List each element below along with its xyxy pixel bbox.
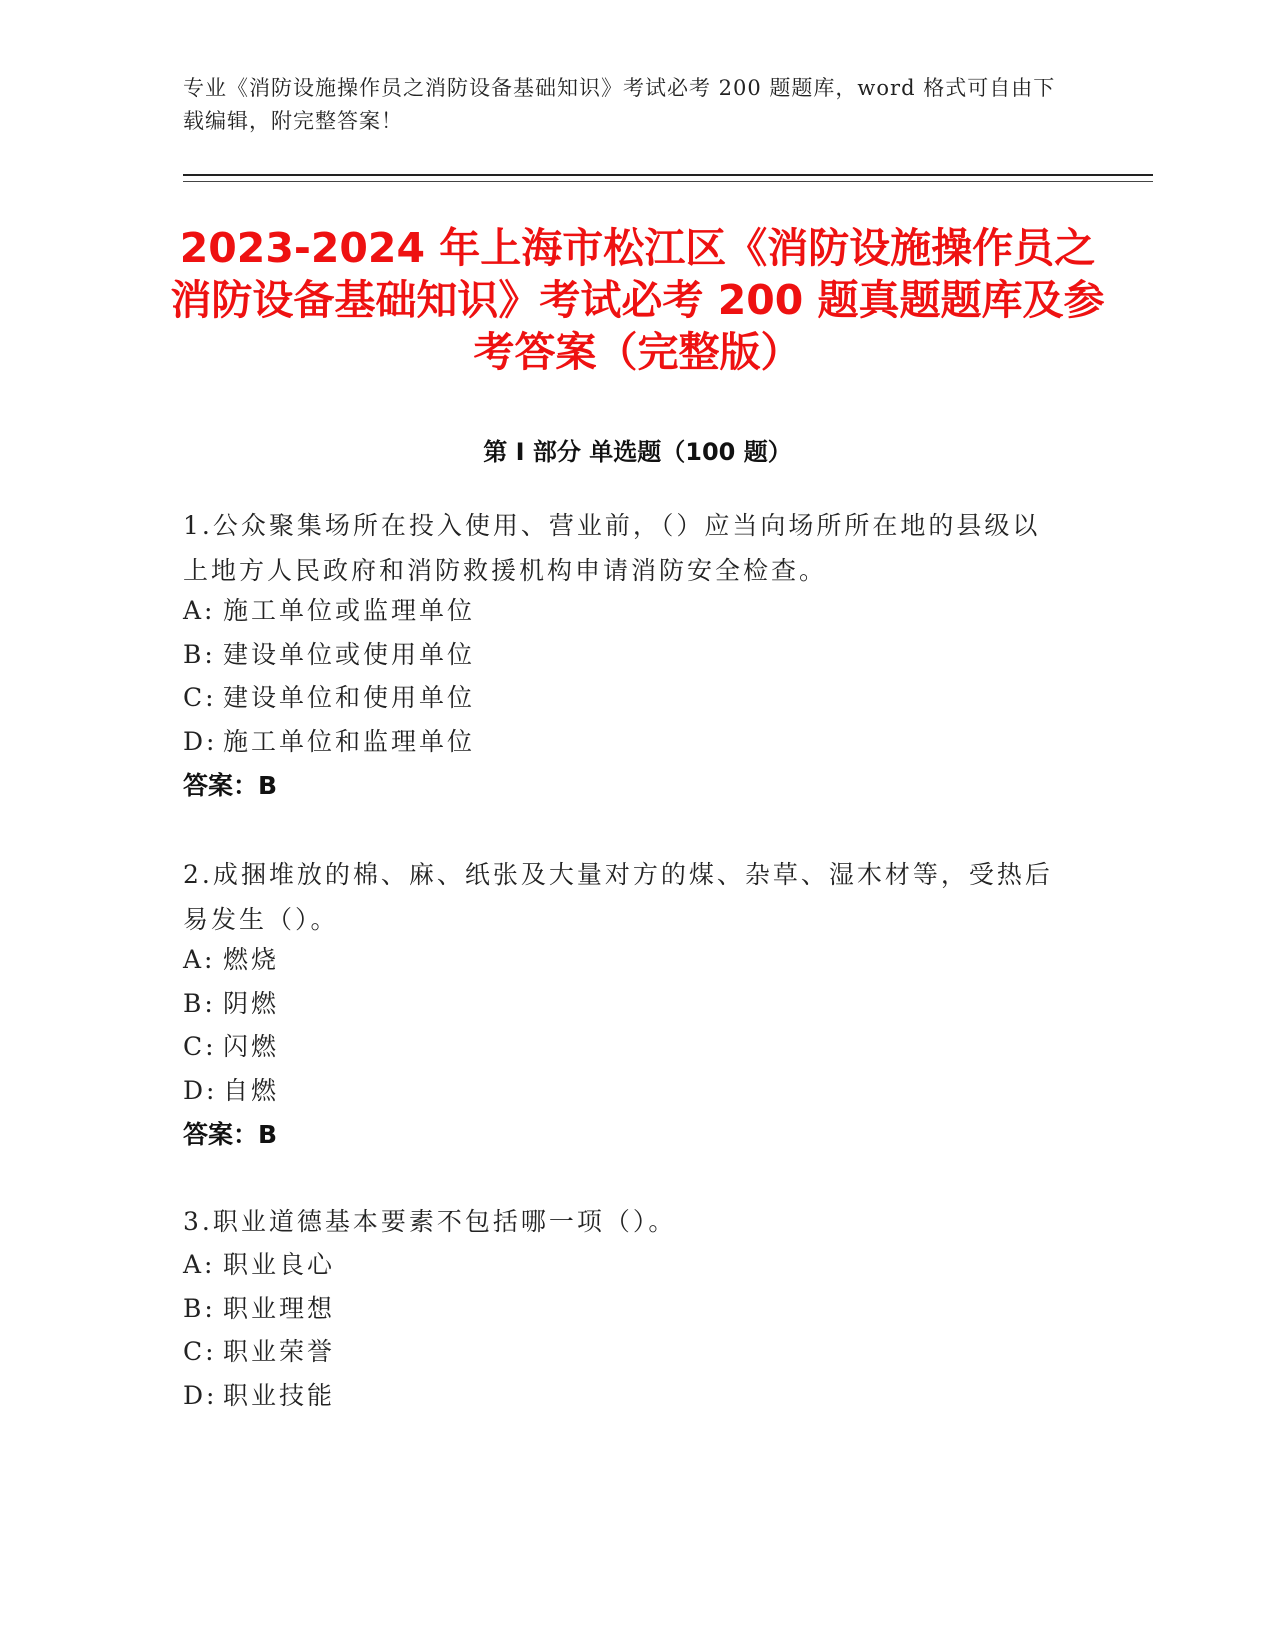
- option-letter: A:: [183, 596, 216, 625]
- question-1-option-b: [183, 638, 1063, 672]
- option-text: 闪燃: [223, 1032, 280, 1061]
- question-3-option-a: [183, 1248, 1063, 1282]
- option-letter: B:: [183, 640, 216, 669]
- option-letter: A:: [183, 945, 216, 974]
- question-1-answer: 答案：B: [183, 771, 278, 800]
- option-letter: B:: [183, 1294, 216, 1323]
- header-note: 专业《消防设施操作员之消防设备基础知识》考试必考 200 题题库，word 格式可自由下载编辑，附完整答案！: [183, 76, 1056, 133]
- option-text: 燃烧: [223, 945, 280, 974]
- option-text: 建设单位和使用单位: [223, 683, 476, 712]
- option-text: 职业荣誉: [223, 1337, 336, 1366]
- question-1-option-c: [183, 681, 1063, 715]
- option-letter: C:: [183, 683, 217, 712]
- question-1-option-d: [183, 725, 1063, 759]
- option-text: 阴燃: [223, 989, 280, 1018]
- question-2-option-a: [183, 943, 1063, 977]
- question-2-option-b: [183, 987, 1063, 1021]
- option-text: 职业技能: [223, 1381, 336, 1410]
- option-text: 施工单位和监理单位: [223, 727, 476, 756]
- option-letter: B:: [183, 989, 216, 1018]
- option-text: 自燃: [223, 1076, 280, 1105]
- header-divider-thick: [183, 174, 1153, 176]
- question-2-stem: 2.成捆堆放的棉、麻、纸张及大量对方的煤、杂草、湿木材等，受热后易发生（）。: [183, 860, 1053, 934]
- option-letter: A:: [183, 1250, 216, 1279]
- option-letter: D:: [183, 727, 218, 756]
- question-1-stem: 1.公众聚集场所在投入使用、营业前，（）应当向场所所在地的县级以上地方人民政府和消防救援机构申请消防安全检查。: [183, 511, 1041, 585]
- option-text: 建设单位或使用单位: [223, 640, 476, 669]
- section-title: 第 I 部分 单选题（100 题）: [483, 438, 792, 466]
- option-text: 施工单位或监理单位: [223, 596, 476, 625]
- question-3-option-b: [183, 1292, 1063, 1326]
- question-2-answer: 答案：B: [183, 1120, 278, 1149]
- question-2-option-c: [183, 1030, 1063, 1064]
- question-1-option-a: [183, 594, 1063, 628]
- document-title: 2023-2024 年上海市松江区《消防设施操作员之消防设备基础知识》考试必考 200 题真题题库及参考答案（完整版）: [170, 224, 1105, 376]
- option-letter: D:: [183, 1381, 218, 1410]
- option-text: 职业理想: [223, 1294, 336, 1323]
- option-letter: D:: [183, 1076, 218, 1105]
- option-letter: C:: [183, 1032, 217, 1061]
- question-3-option-d: [183, 1379, 1063, 1413]
- question-3-option-c: [183, 1335, 1063, 1369]
- header-divider-thin: [183, 181, 1153, 182]
- option-letter: C:: [183, 1337, 217, 1366]
- question-2-option-d: [183, 1074, 1063, 1108]
- option-text: 职业良心: [223, 1250, 336, 1279]
- question-3-stem: 3.职业道德基本要素不包括哪一项（）。: [183, 1207, 677, 1236]
